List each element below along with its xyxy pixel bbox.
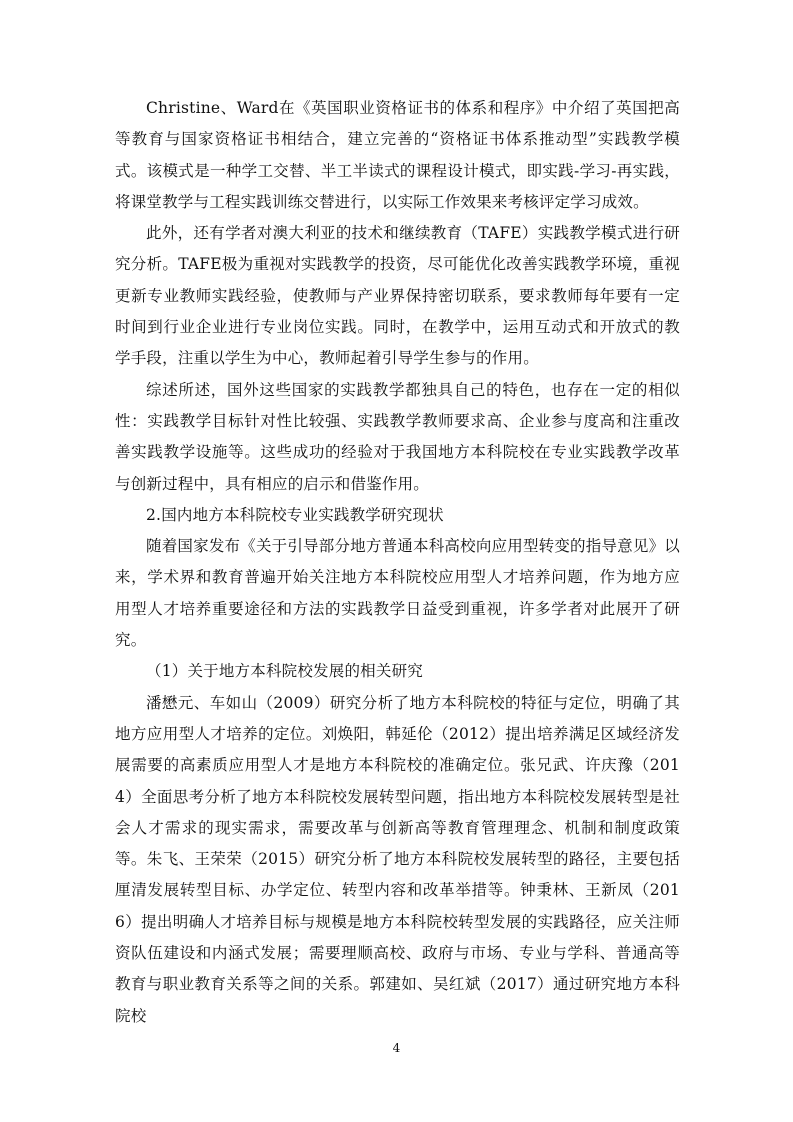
paragraph-policy-background: 随着国家发布《关于引导部分地方普通本科高校向应用型转变的指导意见》以来，学术界和教育普遍开始关注地方本科院校应用型人才培养问题，作为地方应用型人才培养重要途径和方法的实践教学日益受到重视，许多学者对此展开了研究。: [115, 537, 680, 650]
section-heading-domestic-research: 2.国内地方本科院校专业实践教学研究现状: [146, 505, 444, 524]
paragraph-summary: 综述所述，国外这些国家的实践教学都独具自己的特色，也存在一定的相似性：实践教学目标针对性比较强、实践教学教师要求高、企业参与度高和注重改善实践教学设施等。这些成功的经验对于我国地方本科院校在专业实践教学改革与创新过程中，具有相应的启示和借鉴作用。: [115, 380, 680, 493]
paragraph-literature-review: 潘懋元、车如山（2009）研究分析了地方本科院校的特征与定位，明确了其地方应用型人才培养的定位。刘焕阳，韩延伦（2012）提出培养满足区域经济发展需要的高素质应用型人才是地方本科院校的准确定位。张兄武、许庆豫（2014）全面思考分析了地方本科院校发展转型问题，指出地方本科院校发展转型是社会人才需求的现实需求，需要改革与创新高等教育管理理念、机制和制度政策等。朱飞、王荣荣（2015）研究分析了地方本科院校发展转型的路径，主要包括厘清发展转型目标、办学定位、转型内容和改革举措等。钟秉林、王新凤（2016）提出明确人才培养目标与规模是地方本科院校转型发展的实践路径，应关注师资队伍建设和内涵式发展；需要理顺高校、政府与市场、专业与学科、普通高等教育与职业教育关系等之间的关系。郭建如、吴红斌（2017）通过研究地方本科院校: [115, 693, 680, 1025]
body-text: [115, 93, 680, 1032]
paragraph-uk-model: Christine、Ward在《英国职业资格证书的体系和程序》中介绍了英国把高等教育与国家资格证书相结合，建立完善的“资格证书体系推动型”实践教学模式。该模式是一种学工交替、半工半读式的课程设计模式，即实践-学习-再实践，将课堂教学与工程实践训练交替进行，以实际工作效果来考核评定学习成效。: [115, 99, 680, 211]
subsection-heading-development-research: （1）关于地方本科院校发展的相关研究: [146, 662, 423, 681]
paragraph-australia-tafe: 此外，还有学者对澳大利亚的技术和继续教育（TAFE）实践教学模式进行研究分析。TAFE极为重视对实践教学的投资，尽可能优化改善实践教学环境，重视更新专业教师实践经验，使教师与产业界保持密切联系，要求教师每年要有一定时间到行业企业进行专业岗位实践。同时，在教学中，运用互动式和开放式的教学手段，注重以学生为中心，教师起着引导学生参与的作用。: [115, 224, 680, 368]
page-number: 4: [392, 1041, 401, 1055]
